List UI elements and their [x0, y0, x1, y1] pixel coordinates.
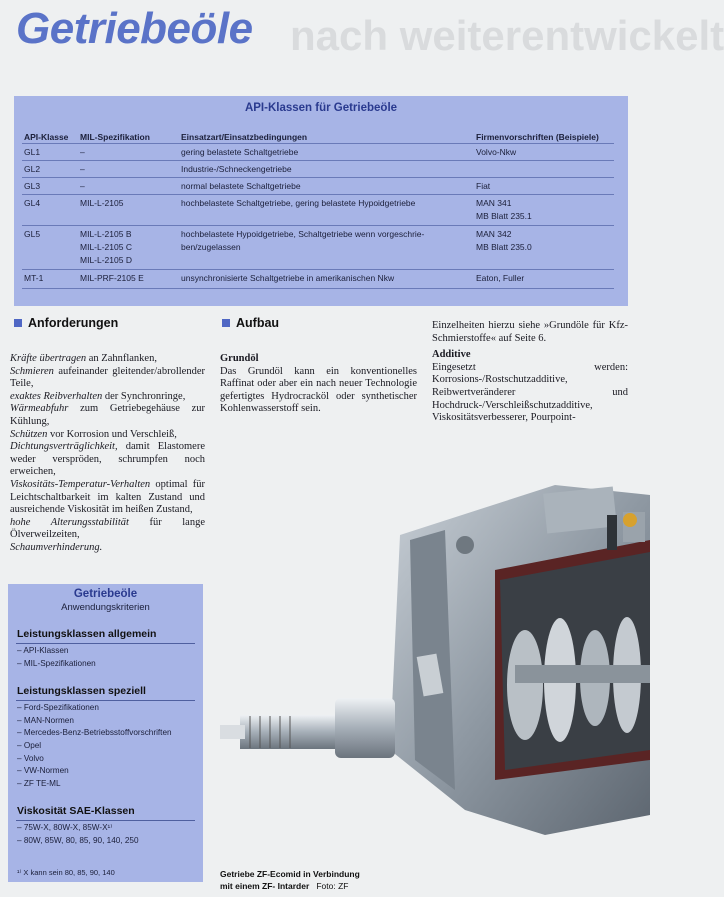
box-group-rule — [16, 820, 195, 821]
additive-text: Eingesetzt werden: Korrosions-/Rostschutzadditive, Reibwertveränderer und Hochdruck-/Verschleißschutzadditive, Viskositätsverbesserer, Pourpoint- — [432, 361, 628, 424]
anforderung-item — [10, 403, 205, 428]
box-list-item: – ZF TE-ML — [17, 778, 61, 788]
box-list-item: – MIL-Spezifikationen — [17, 658, 96, 668]
section-bullet-icon — [14, 319, 22, 327]
anforderung-term: exaktes Reibverhalten — [10, 390, 103, 402]
api-cell-api: GL1 — [24, 147, 41, 157]
api-row-divider — [22, 160, 614, 161]
box-list-item: – Ford-Spezifikationen — [17, 703, 99, 713]
box-group-rule — [16, 700, 195, 701]
grundoel-text: Das Grundöl kann ein konventionelles Raffinat oder aber ein nach neuer Technologie gefertigtes Hydrocracköl oder synthetischer Kohlenwasserstoff sein. — [220, 365, 417, 415]
api-cell-use: hochbelastete Hypoidgetriebe, Schaltgetriebe wenn vorgeschrie- ben/zugelassen — [181, 229, 425, 252]
anforderung-text: optimal für Leichtschaltbarkeit im kalten Zustand und ausreichende Viskosität im heißen Zustand, — [10, 478, 205, 516]
api-row-divider — [22, 225, 614, 226]
gearbox-photo — [215, 430, 650, 860]
grundoel-section — [220, 353, 417, 416]
box-list-item: – 75W-X, 80W-X, 85W-X¹⁾ — [17, 823, 113, 833]
api-row-divider — [22, 177, 614, 178]
api-table — [14, 96, 628, 306]
anforderung-text: für lange Ölverweilzeiten, — [10, 516, 205, 541]
background-watermark-text: nach weiterentwickelt — [290, 12, 724, 59]
photo-credit: Foto: ZF — [316, 881, 349, 891]
api-cell-api: GL5 — [24, 229, 41, 239]
anforderung-term: Dichtungsverträglichkeit, — [10, 441, 118, 453]
caption-line-2: mit einem ZF- Intarder — [220, 881, 310, 891]
api-cell-firm: Eaton, Fuller — [476, 273, 525, 283]
caption-line-2-wrap — [220, 880, 360, 892]
anforderungen-list — [10, 353, 205, 555]
box-list-item: – Volvo — [17, 753, 44, 763]
grundoel-heading: Grundöl — [220, 353, 259, 364]
additive-heading: Additive — [432, 349, 471, 361]
anforderung-item — [10, 429, 205, 442]
api-cell-mil: MIL-L-2105 B MIL-L-2105 C MIL-L-2105 D — [80, 229, 132, 265]
api-cell-mil: MIL-L-2105 — [80, 198, 124, 208]
api-row-divider — [22, 143, 614, 144]
anforderung-item — [10, 366, 205, 391]
anforderung-term: hohe Alterungsstabilität — [10, 516, 129, 528]
anforderung-term: Schmieren — [10, 365, 54, 377]
api-header-mil: MIL-Spezifikation — [80, 132, 150, 142]
api-row-divider — [22, 288, 614, 289]
api-cell-firm: Volvo-Nkw — [476, 147, 517, 157]
api-cell-firm: Fiat — [476, 181, 491, 191]
anforderung-item — [10, 542, 205, 555]
api-table-title: API-Klassen für Getriebeöle — [244, 102, 398, 114]
box-group-rule — [16, 643, 195, 644]
anforderung-term: Schützen — [10, 428, 48, 440]
box-footnote: ¹⁾ X kann sein 80, 85, 90, 140 — [17, 868, 115, 877]
page-title: Getriebeöle — [16, 4, 253, 53]
anforderung-text: vor Korrosion und Verschleiß, — [47, 428, 177, 440]
api-cell-mil: – — [80, 164, 85, 174]
anforderung-item — [10, 479, 205, 517]
right-column — [432, 320, 628, 425]
box-list-item: – Mercedes-Benz-Betriebsstoffvorschriften — [17, 728, 172, 738]
anforderung-item — [10, 353, 205, 366]
anforderung-term: Wärmeabfuhr — [10, 403, 69, 415]
box-group-heading: Viskosität SAE-Klassen — [17, 805, 135, 818]
section-bullet-icon — [222, 319, 230, 327]
anforderungen-heading: Anforderungen — [14, 316, 118, 330]
anforderung-text: damit Elastomere weder verspröden, schrumpfen noch erweichen, — [10, 441, 205, 478]
box-list-item: – API-Klassen — [17, 646, 69, 655]
anforderung-text: der Synchronringe, — [102, 390, 186, 402]
box-list-item: – 80W, 85W, 80, 85, 90, 140, 250 — [17, 836, 139, 845]
box-subtitle: Anwendungskriterien — [61, 602, 150, 613]
anforderung-item — [10, 391, 205, 404]
api-header-use: Einsatzart/Einsatzbedingungen — [181, 132, 308, 142]
api-cell-firm: MAN 341 MB Blatt 235.1 — [476, 198, 532, 221]
box-list-item: – VW-Normen — [17, 766, 69, 776]
box-title: Getriebeöle — [73, 588, 138, 600]
anforderung-term: Viskositäts-Temperatur-Verhalten — [10, 478, 151, 490]
api-cell-mil: – — [80, 147, 85, 157]
anforderung-item — [10, 517, 205, 542]
input-shaft — [220, 698, 395, 758]
api-cell-use: unsynchronisierte Schaltgetriebe in amerikanischen Nkw — [181, 273, 395, 283]
api-row-divider — [22, 194, 614, 195]
api-cell-use: hochbelastete Schaltgetriebe, gering belastete Hypoidgetriebe — [181, 198, 416, 208]
api-header-class: API-Klasse — [24, 132, 69, 142]
api-cell-use: gering belastete Schaltgetriebe — [181, 147, 299, 157]
box-group-heading: Leistungsklassen speziell — [17, 685, 146, 698]
box-list-item: – Opel — [17, 741, 42, 750]
api-header-firm: Firmenvorschriften (Beispiele) — [476, 132, 599, 142]
anforderung-item — [10, 441, 205, 479]
api-cell-api: GL4 — [24, 198, 41, 208]
api-cell-firm: MAN 342 MB Blatt 235.0 — [476, 229, 532, 252]
anwendungskriterien-box — [8, 584, 203, 882]
api-cell-use: Industrie-/Schneckengetriebe — [181, 164, 292, 174]
api-cell-api: GL2 — [24, 164, 41, 174]
anforderung-text: zum Getriebegehäuse zur Kühlung, — [10, 403, 205, 427]
api-cell-api: GL3 — [24, 181, 41, 191]
aufbau-heading: Aufbau — [222, 316, 279, 330]
anforderung-text: aufeinander gleitender/abrollender Teile, — [10, 365, 205, 390]
box-group-heading: Leistungsklassen allgemein — [17, 628, 157, 640]
caption-line-1: Getriebe ZF-Ecomid in Verbindung — [220, 869, 360, 879]
api-cell-mil: – — [80, 181, 85, 191]
anforderung-term: Kräfte übertragen — [10, 353, 87, 364]
api-cell-mil: MIL-PRF-2105 E — [80, 273, 144, 283]
photo-caption — [220, 868, 360, 892]
box-list-item: – MAN-Normen — [17, 715, 74, 725]
api-cell-use: normal belastete Schaltgetriebe — [181, 181, 301, 191]
api-row-divider — [22, 269, 614, 270]
anforderung-term: Schaumverhinderung. — [10, 541, 103, 553]
api-cell-api: MT-1 — [24, 273, 44, 283]
right-intro-text: Einzelheiten hierzu siehe »Grundöle für Kfz-Schmierstoffe« auf Seite 6. — [432, 320, 628, 344]
anforderung-text: an Zahnflanken, — [86, 353, 157, 364]
